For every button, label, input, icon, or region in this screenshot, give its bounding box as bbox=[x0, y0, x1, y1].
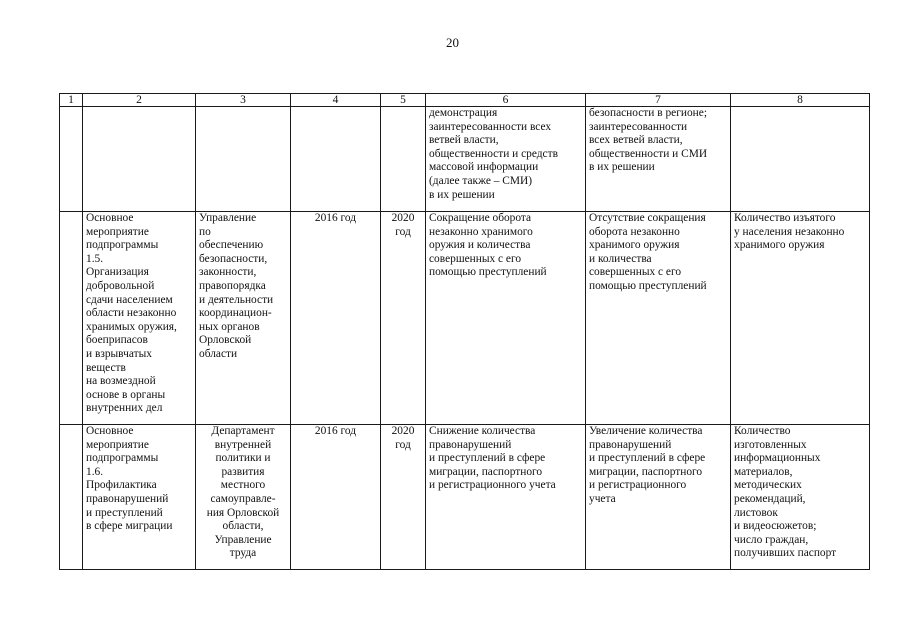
end-year-cell: 2020 год bbox=[381, 212, 426, 425]
start-year-cell: 2016 год bbox=[291, 425, 381, 570]
consequences-cell: Отсутствие сокращения оборота незаконно хранимого оружия и количества совершенных с его помощью преступлений bbox=[586, 212, 731, 425]
start-year-cell: 2016 год bbox=[291, 212, 381, 425]
end-year-cell: 2020 год bbox=[381, 425, 426, 570]
column-header-4: 4 bbox=[291, 94, 381, 107]
expected-result-cell: Сокращение оборота незаконно хранимого оружия и количества совершенных с его помощью преступлений bbox=[426, 212, 586, 425]
row-number-cell bbox=[60, 425, 83, 570]
expected-result-cell: демонстрация заинтересованности всех ветвей власти, общественности и средств массовой информации (далее также – СМИ) в их решении bbox=[426, 107, 586, 212]
column-header-8: 8 bbox=[731, 94, 870, 107]
column-header-6: 6 bbox=[426, 94, 586, 107]
executor-cell: Департамент внутренней политики и развития местного самоуправле- ния Орловской области, Управление труда bbox=[196, 425, 291, 570]
indicator-cell: Количество изготовленных информационных материалов, методических рекомендаций, листовок и видеосюжетов; число граждан, получивших паспорт bbox=[731, 425, 870, 570]
consequences-cell: Увеличение количества правонарушений и преступлений в сфере миграции, паспортного и регистрационного учета bbox=[586, 425, 731, 570]
measure-name-cell bbox=[83, 107, 196, 212]
start-year-cell bbox=[291, 107, 381, 212]
row-number-cell bbox=[60, 212, 83, 425]
indicator-cell: Количество изъятого у населения незаконно хранимого оружия bbox=[731, 212, 870, 425]
column-header-1: 1 bbox=[60, 94, 83, 107]
expected-result-cell: Снижение количества правонарушений и преступлений в сфере миграции, паспортного и регистрационного учета bbox=[426, 425, 586, 570]
column-header-3: 3 bbox=[196, 94, 291, 107]
table-row-measure-1-6 bbox=[60, 425, 870, 570]
indicator-cell bbox=[731, 107, 870, 212]
program-table bbox=[59, 93, 870, 570]
column-header-5: 5 bbox=[381, 94, 426, 107]
executor-cell: Управление по обеспечению безопасности, законности, правопорядка и деятельности координацион- ных органов Орловской области bbox=[196, 212, 291, 425]
table-row-continuation bbox=[60, 107, 870, 212]
consequences-cell: безопасности в регионе; заинтересованности всех ветвей власти, общественности и СМИ в их решении bbox=[586, 107, 731, 212]
column-header-2: 2 bbox=[83, 94, 196, 107]
column-header-7: 7 bbox=[586, 94, 731, 107]
measure-name-cell: Основное мероприятие подпрограммы 1.5. Организация добровольной сдачи населением области незаконно хранимых оружия, боеприпасов и взрывчатых веществ на возмездной основе в органы внутренних дел bbox=[83, 212, 196, 425]
end-year-cell bbox=[381, 107, 426, 212]
table-row-measure-1-5 bbox=[60, 212, 870, 425]
executor-cell bbox=[196, 107, 291, 212]
table-header-row bbox=[60, 94, 870, 107]
page-number: 20 bbox=[446, 35, 459, 50]
row-number-cell bbox=[60, 107, 83, 212]
measure-name-cell: Основное мероприятие подпрограммы 1.6. Профилактика правонарушений и преступлений в сфере миграции bbox=[83, 425, 196, 570]
